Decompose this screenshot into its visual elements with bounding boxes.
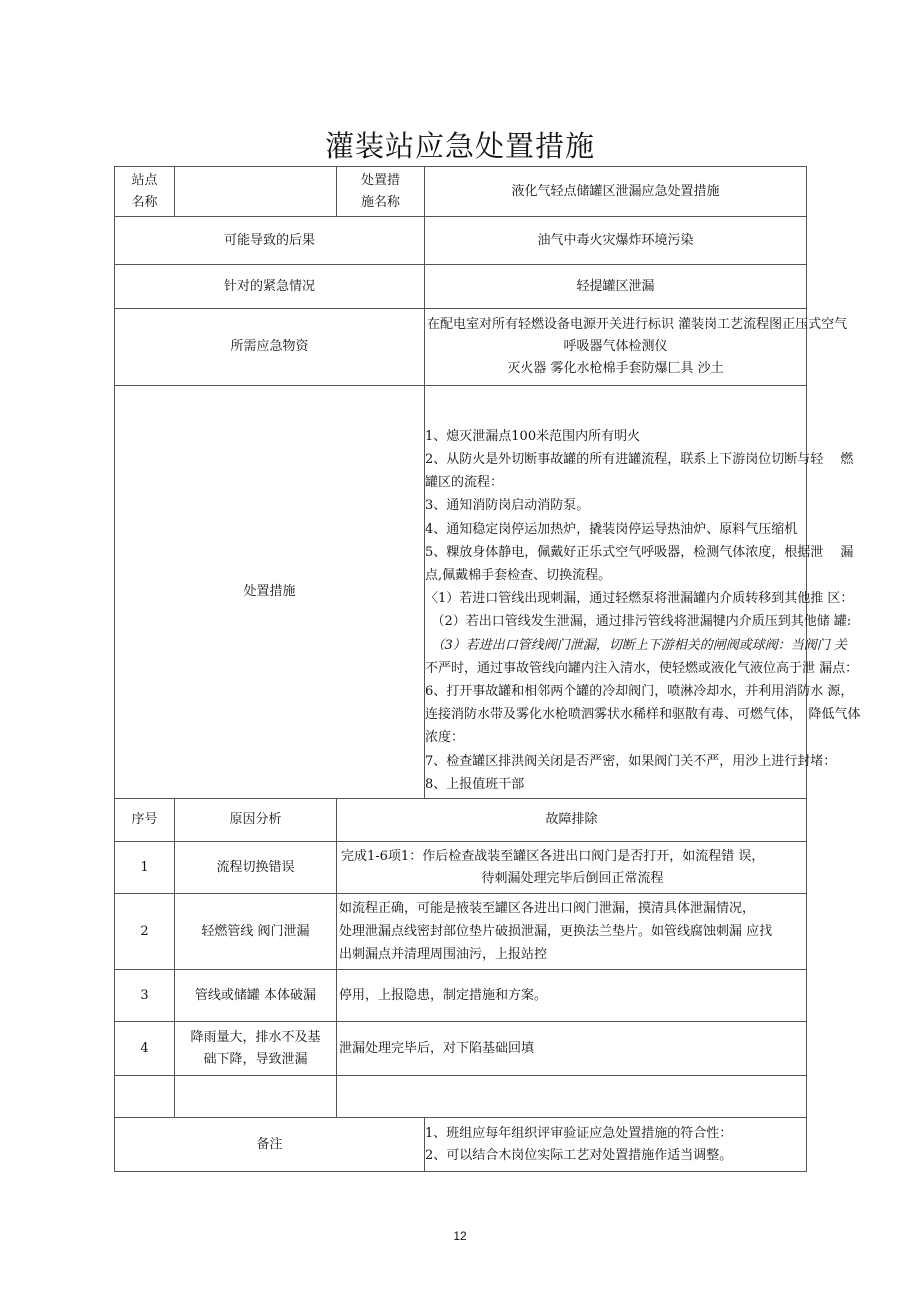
step-line: 6、打开事故罐和相邻两个罐的冷却阀门，喷淋冷却水，并利用消防水 源， [425, 683, 854, 699]
remarks-value: 1、班组应每年组织评审验证应急处置措施的符合性： 2、可以结合木岗位实际工艺对处置措施作适当调整。 [425, 1118, 807, 1172]
page-number: 12 [453, 1229, 467, 1243]
empty-cell [115, 1076, 175, 1118]
fault-seq: 4 [115, 1022, 175, 1076]
emergency-measures-table [114, 166, 861, 1172]
fault-seq: 3 [115, 970, 175, 1022]
fault-cause: 轻燃管线 阀门泄漏 [175, 894, 337, 970]
materials-row [115, 309, 807, 386]
empty-row [115, 1076, 807, 1118]
fault-cause: 流程切换错误 [175, 842, 337, 894]
step-line: 5、粿放身体静电，佩戴好正乐式空气呼吸器，检测气体浓度，根据泄 漏 [425, 544, 854, 560]
measures-steps [425, 386, 861, 799]
materials-value [425, 309, 848, 386]
step-line: 2、从防火是外切断事故罐的所有进罐流程，联系上下游岗位切断与轻 燃 [425, 451, 854, 467]
measure-name-value: 液化气轻点储罐区泄漏应急处置措施 [425, 167, 807, 217]
fault-header-row [115, 799, 807, 842]
fault-row [115, 970, 807, 1022]
measures-label: 处置措施 [115, 386, 425, 799]
empty-cell [175, 1076, 337, 1118]
step-line: 4、通知稳定岗停运加热炉，撬装岗停运导热油炉、原料气压缩机 [425, 521, 798, 537]
step-line: 罐区的流程： [425, 475, 504, 491]
fault-row [115, 1022, 807, 1076]
fault-row [115, 842, 807, 894]
seq-header: 序号 [115, 799, 175, 842]
materials-line-1: 在配电室对所有轻燃设备电源开关进行标识 灌装岗工艺流程图正压式空气 [427, 317, 848, 332]
fault-cause: 降雨量大，排水不及基 础下降，导致泄漏 [175, 1022, 337, 1076]
station-value [175, 167, 337, 217]
fault-row [115, 894, 807, 970]
page-title: 灌装站应急处置措施 [324, 129, 595, 163]
step-line: 不严时，通过事故管线向罐内注入清水，使轻燃或液化气液位高于泄 漏点： [425, 660, 859, 676]
measure-name-label: 处置措 施名称 [337, 167, 425, 217]
fault-fix: 完成1-6项1：作后检查战装至罐区各进出口阀门是否打开，如流程错 误， 待刺漏处理完毕后倒回正常流程 [337, 842, 807, 894]
step-line: 点,佩戴棉手套检查、切换流程。 [425, 567, 612, 583]
emergency-row [115, 265, 807, 309]
fault-fix: 停用，上报隐患，制定措施和方案。 [337, 970, 807, 1022]
step-line: 7、检查罐区排洪阀关闭是否严密，如果阀门关不严，用沙上进行封堵： [425, 753, 837, 769]
fix-header: 故障排除 [337, 799, 807, 842]
consequence-label: 可能导致的后果 [115, 217, 425, 265]
step-line: 〈1）若进口管线出现刺漏，通过轻燃泵将泄漏罐内介质转移到其他推 区： [425, 591, 854, 607]
remarks-row [115, 1118, 807, 1172]
step-line: 连接消防水带及雾化水枪喷泗雾状水稀样和驱散有毒、可燃气体， 降低气体 [425, 707, 861, 723]
fault-cause: 管线或储罐 本体破漏 [175, 970, 337, 1022]
fault-seq: 1 [115, 842, 175, 894]
emergency-value: 轻提罐区泄漏 [425, 265, 807, 309]
emergency-label: 针对的紧急情况 [115, 265, 425, 309]
measures-row [115, 386, 807, 799]
station-label: 站点 名称 [115, 167, 175, 217]
header-row [115, 167, 807, 217]
consequence-value: 油气中毒火灾爆炸环境污染 [425, 217, 807, 265]
step-line: 8、上报值班干部 [425, 776, 525, 792]
remarks-label: 备注 [115, 1118, 425, 1172]
step-line: 3、通知消防岗启动消防泵。 [425, 498, 590, 514]
consequence-row [115, 217, 807, 265]
cause-header: 原因分析 [175, 799, 337, 842]
materials-line-2: 呼吸器气体检测仪 [563, 339, 668, 354]
step-line: 浓度： [425, 730, 465, 746]
fault-fix: 泄漏处理完毕后，对下陷基础回填 [337, 1022, 807, 1076]
step-line: （3）若进出口管线阀门泄漏，切断上下游相关的闸阀或球阀：当阀门 关 [425, 637, 847, 653]
fault-fix: 如流程正确，可能是掖装至罐区各进出口阀门泄漏，摸清具体泄漏情况， 处理泄漏点线密封部位垫片破损泄漏，更换法兰垫片。如管线腐蚀刺漏 应找 出刺漏点并清理周围油污，上报站控 [337, 894, 807, 970]
materials-line-3: 灭火器 雾化水枪棉手套防爆匚具 沙土 [507, 361, 724, 376]
fault-seq: 2 [115, 894, 175, 970]
materials-label: 所需应急物资 [115, 309, 425, 386]
step-line: （2）若出口管线发生泄漏，通过排污管线将泄漏犍内介质压到其他储 罐: [425, 614, 852, 630]
empty-cell [337, 1076, 807, 1118]
step-line: 1、熄灭泄漏点100米范围内所有明火 [425, 428, 641, 444]
